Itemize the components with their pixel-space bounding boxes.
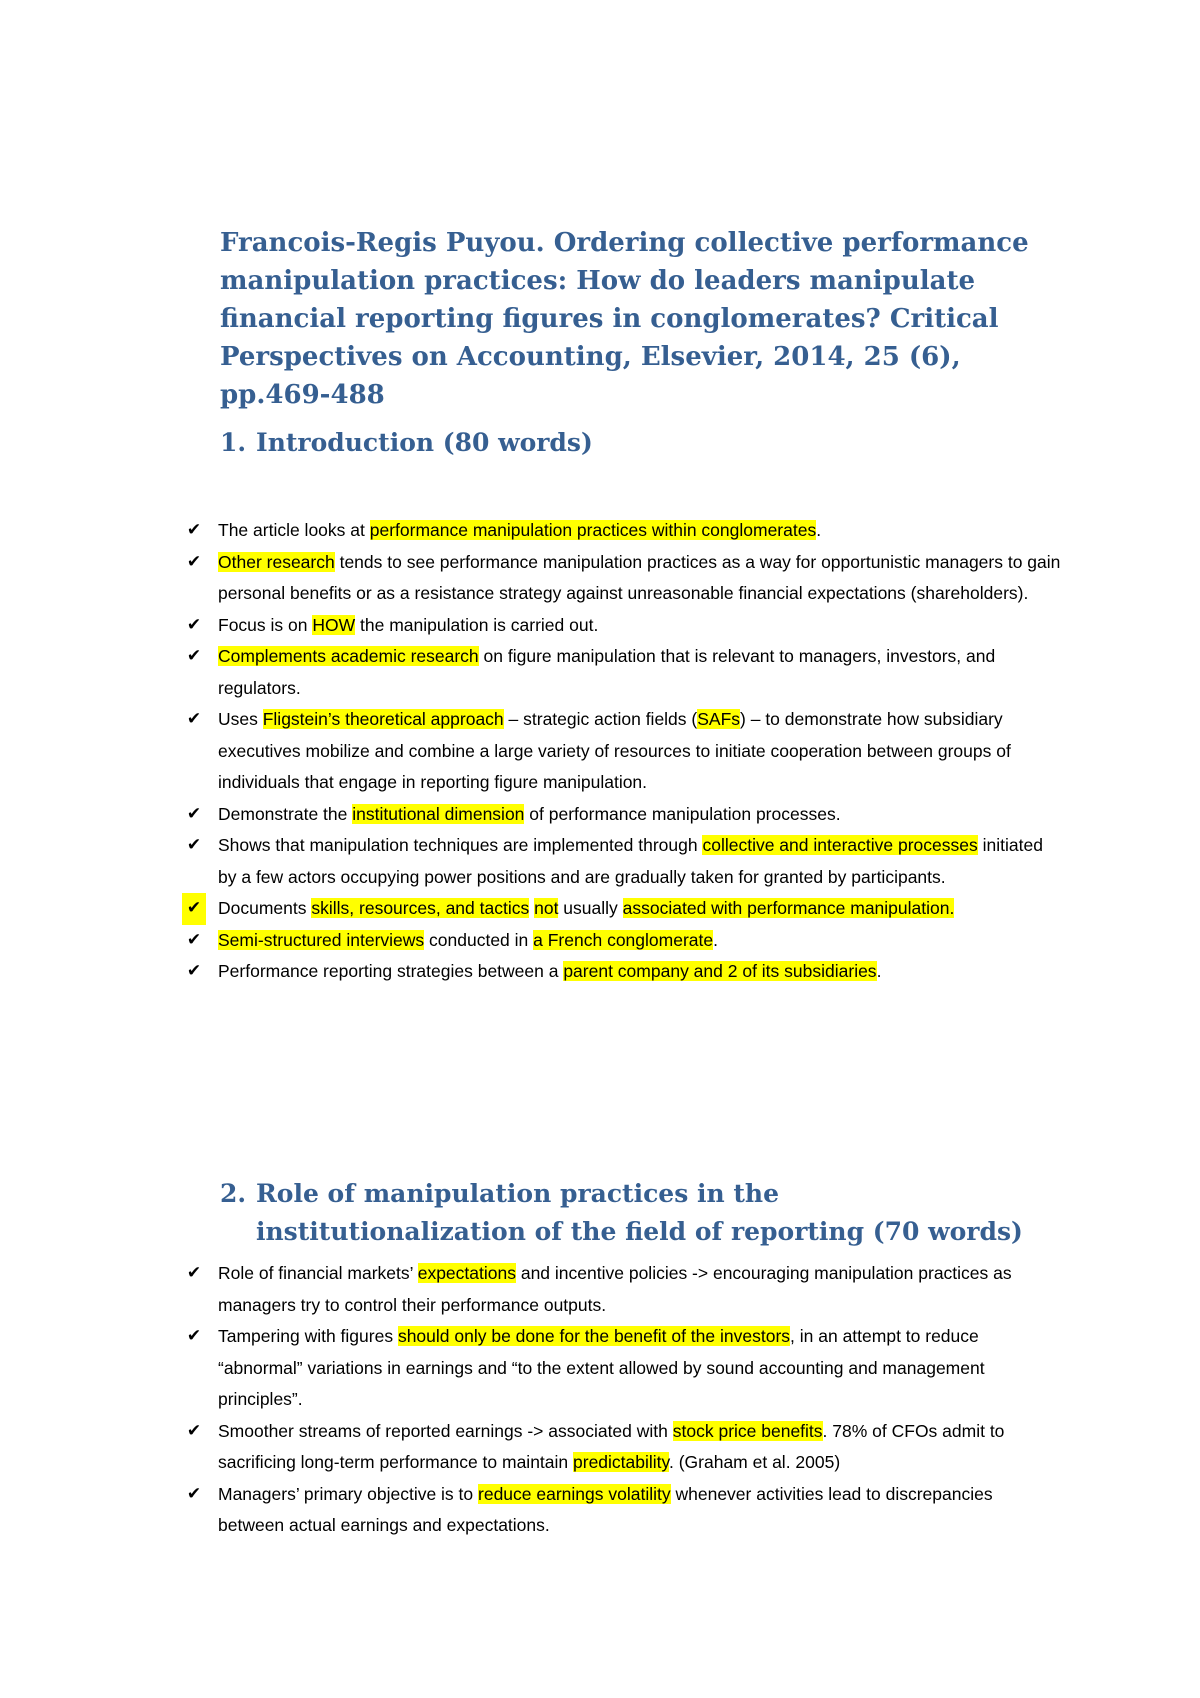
- list-item: [182, 704, 1062, 799]
- list-item-text: , in an attempt to reduce “abnormal” variations in earnings and “to the extent allowed by sound accounting and management principles”.: [218, 1326, 985, 1409]
- highlighted-text: stock price benefits: [672, 1420, 823, 1441]
- list-item-text: Smoother streams of reported earnings -> associated with: [218, 1420, 673, 1441]
- section-1-number: 1.: [220, 428, 247, 457]
- highlighted-text: Semi-structured interviews: [218, 929, 425, 950]
- list-item-text: .: [816, 520, 822, 540]
- list-item-text: on figure manipulation that is relevant to managers, investors, and regulators.: [218, 646, 996, 698]
- list-item: [182, 893, 1062, 925]
- list-item: [182, 830, 1062, 893]
- list-item-text: .: [876, 961, 882, 981]
- highlighted-text: not: [534, 898, 559, 918]
- list-item: [182, 1479, 1062, 1542]
- list-item-text: Uses: [218, 709, 263, 729]
- highlighted-text: reduce earnings volatility: [478, 1483, 671, 1504]
- list-item: [182, 799, 1062, 831]
- list-item: [182, 547, 1062, 610]
- list-item-text: – strategic action fields (: [503, 709, 698, 729]
- list-item: [182, 925, 1062, 957]
- checkmark-icon: ✔: [186, 929, 202, 950]
- highlighted-text: a French conglomerate: [533, 929, 714, 950]
- checkmark-icon: ✔: [186, 961, 202, 981]
- highlighted-text: skills, resources, and tactics: [311, 898, 530, 918]
- list-item-text: Documents: [218, 898, 312, 918]
- list-item: [182, 641, 1062, 704]
- section-2-bullet-list: [182, 1258, 1062, 1542]
- checkmark-icon: ✔: [186, 1263, 202, 1283]
- document-title: Francois-Regis Puyou. Ordering collective performance manipulation practices: How do leaders manipulate financial reporting figures in conglomerates? Critical Perspectives on Accounting, Elsevier, 2014, 25 (6), pp.469-488: [220, 228, 1029, 410]
- list-item-text: conducted in: [424, 929, 534, 950]
- list-item-text: ) – to demonstrate how subsidiary executives mobilize and combine a large variety of resources to initiate cooperation between groups of individuals that engage in reporting figure manipulation.: [218, 709, 1011, 792]
- highlighted-text: Other research: [218, 551, 335, 572]
- list-item-text: the manipulation is carried out.: [355, 614, 599, 635]
- list-item-text: The article looks at: [218, 520, 370, 540]
- list-item-text: tends to see performance manipulation practices as a way for opportunistic managers to gain personal benefits or as a resistance strategy against unreasonable financial expectations (shareholders).: [218, 551, 1061, 603]
- highlighted-text: Fligstein’s theoretical approach: [262, 709, 504, 729]
- section-2-number: 2.: [220, 1179, 247, 1208]
- checkmark-icon: ✔: [186, 1483, 202, 1504]
- list-item: [182, 1258, 1062, 1321]
- section-1-bullet-list: [182, 515, 1062, 988]
- list-item: [182, 1416, 1062, 1479]
- checkmark-icon: ✔: [186, 803, 202, 824]
- checkmark-icon: ✔: [186, 646, 202, 666]
- list-item-text: Focus is on: [218, 614, 313, 635]
- checkmark-icon: ✔: [186, 520, 202, 540]
- list-item-text: of performance manipulation processes.: [524, 803, 841, 824]
- list-item-text: . 78% of CFOs admit to sacrificing long-term performance to maintain: [218, 1420, 1005, 1472]
- list-item-text: usually: [558, 898, 623, 918]
- list-item-text: . (Graham et al. 2005): [668, 1452, 841, 1472]
- highlighted-text: HOW: [312, 614, 356, 635]
- list-item-text: Tampering with figures: [218, 1326, 398, 1346]
- checkmark-icon: ✔: [186, 1326, 202, 1346]
- checkmark-icon: ✔: [186, 709, 202, 729]
- section-2-heading: [220, 1175, 1040, 1251]
- list-item: [182, 610, 1062, 642]
- list-item-text: Role of financial markets’: [218, 1263, 418, 1283]
- list-item-text: .: [713, 929, 718, 950]
- highlighted-text: collective and interactive processes: [702, 835, 978, 855]
- highlighted-text: expectations: [417, 1263, 516, 1283]
- highlighted-text: Complements academic research: [218, 646, 479, 666]
- section-1-heading: [220, 424, 1040, 462]
- highlighted-text: predictability: [573, 1452, 669, 1472]
- section-1-title: Introduction (80 words): [256, 428, 593, 457]
- highlighted-text: performance manipulation practices within conglomerates: [369, 520, 817, 540]
- section-2-title: Role of manipulation practices in the institutionalization of the field of reporting (70 words): [256, 1179, 1023, 1246]
- highlighted-text: parent company and 2 of its subsidiaries: [563, 961, 877, 981]
- list-item-text: whenever activities lead to discrepancies between actual earnings and expectations.: [218, 1483, 993, 1535]
- list-item-text: Shows that manipulation techniques are implemented through: [218, 835, 703, 855]
- highlighted-text: SAFs: [697, 709, 741, 729]
- list-item-text: and incentive policies -> encouraging manipulation practices as managers try to control their performance outputs.: [218, 1263, 1012, 1315]
- checkmark-icon: ✔: [182, 893, 206, 925]
- highlighted-text: associated with performance manipulation.: [622, 898, 955, 918]
- list-item-text: Managers’ primary objective is to: [218, 1483, 479, 1504]
- highlighted-text: should only be done for the benefit of the investors: [397, 1326, 791, 1346]
- list-item: [182, 956, 1062, 988]
- checkmark-icon: ✔: [186, 614, 202, 635]
- list-item: [182, 1321, 1062, 1416]
- list-item: [182, 515, 1062, 547]
- list-item-text: initiated by a few actors occupying power positions and are gradually taken for granted by participants.: [218, 835, 1043, 887]
- list-item-text: Demonstrate the: [218, 803, 353, 824]
- checkmark-icon: ✔: [186, 1420, 202, 1441]
- list-item-text: Performance reporting strategies between a: [218, 961, 564, 981]
- checkmark-icon: ✔: [186, 835, 202, 855]
- highlighted-text: institutional dimension: [352, 803, 525, 824]
- checkmark-icon: ✔: [186, 551, 202, 572]
